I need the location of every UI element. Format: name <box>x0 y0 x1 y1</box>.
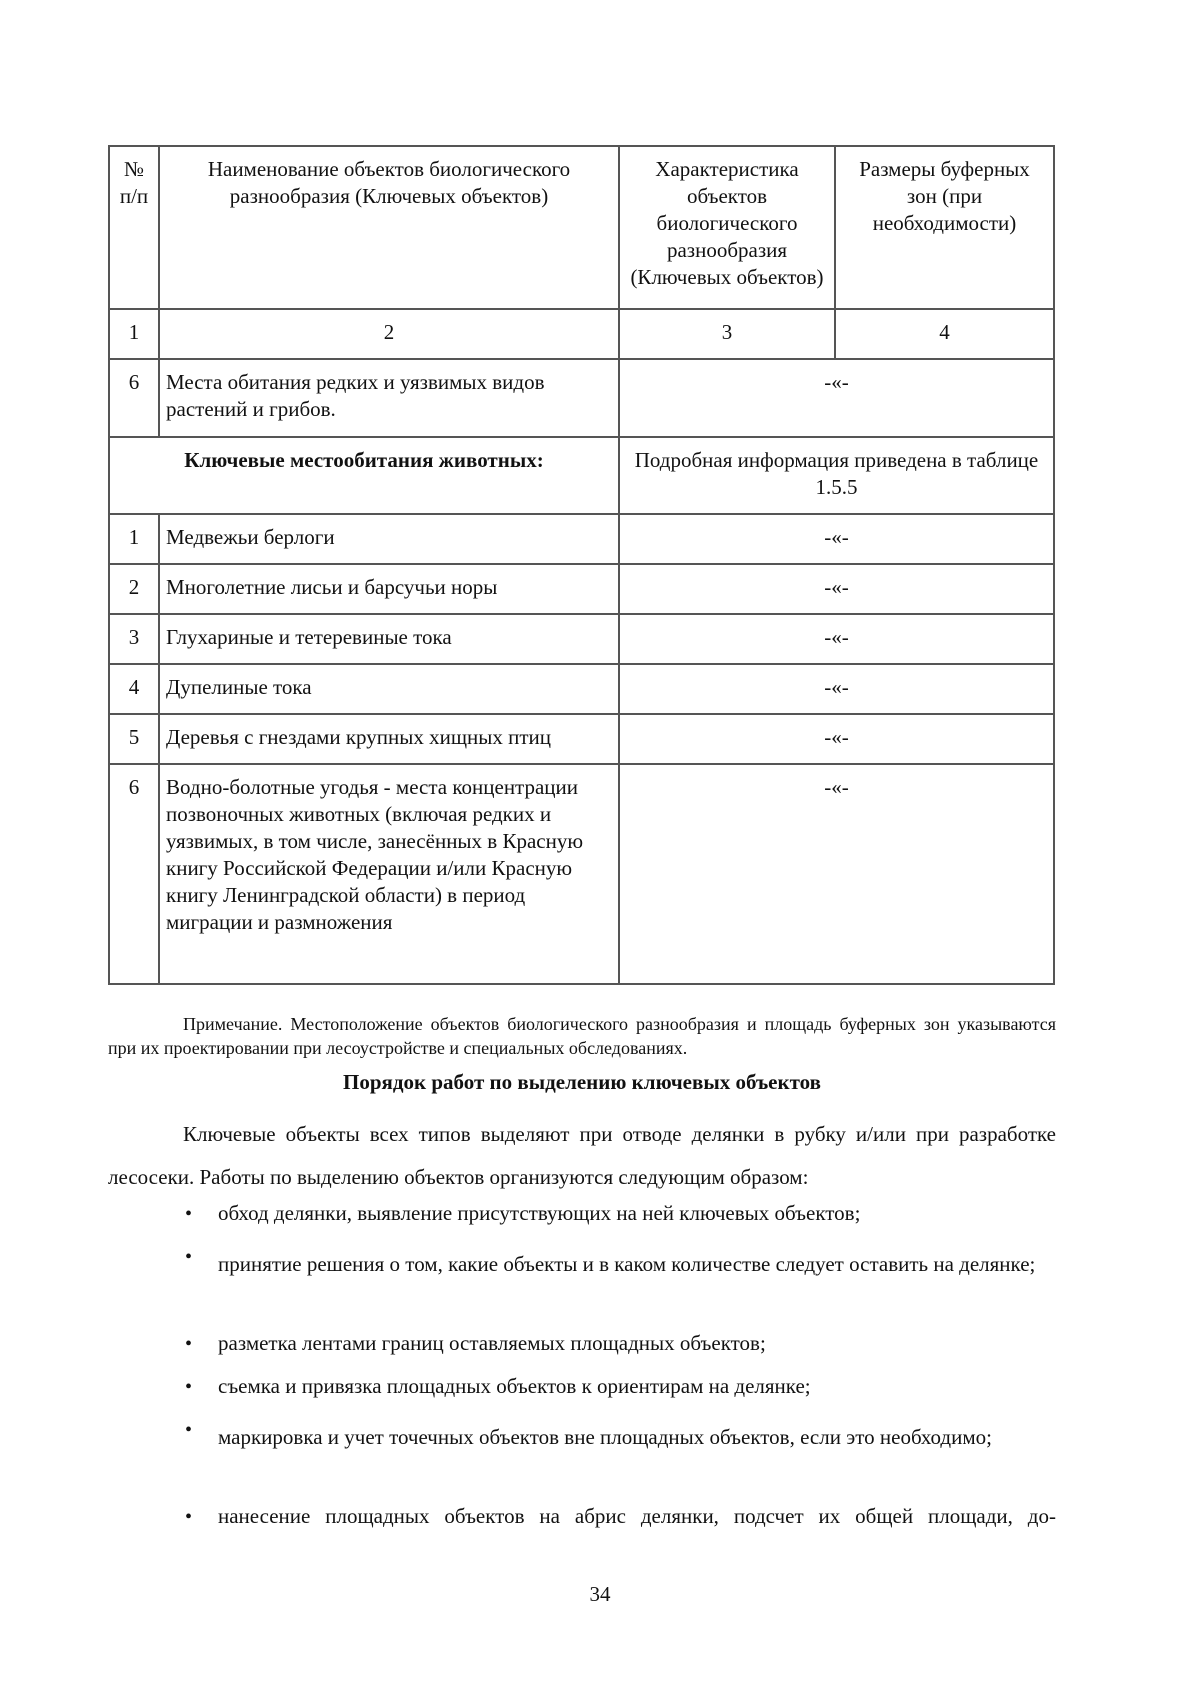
animals-section-info: Подробная информация приведена в таблице 1.5.5 <box>619 437 1054 514</box>
list-item-text: принятие решения о том, какие объекты и в каком количестве следует оставить на делянке; <box>218 1252 1036 1276</box>
header-name: Наименование объектов биологического разнообразия (Ключевых объектов) <box>159 146 619 309</box>
bullet-icon: • <box>185 1376 193 1398</box>
row-num: 2 <box>109 564 159 614</box>
col-number: 2 <box>159 309 619 359</box>
header-buffer: Размеры буферных зон (при необходимости) <box>835 146 1054 309</box>
table-row <box>109 714 1054 764</box>
row-name: Многолетние лисьи и барсучьи норы <box>159 564 619 614</box>
table-row <box>109 614 1054 664</box>
row-num: 6 <box>109 764 159 984</box>
table-row <box>109 359 1054 437</box>
bullet-icon: • <box>185 1506 193 1528</box>
bullet-icon: • <box>185 1203 193 1225</box>
col-number: 4 <box>835 309 1054 359</box>
header-num: № п/п <box>109 146 159 309</box>
animals-section-row <box>109 437 1054 514</box>
row-num: 5 <box>109 714 159 764</box>
row-value: -«- <box>619 564 1054 614</box>
page-number: 34 <box>589 1582 611 1606</box>
table-row <box>109 514 1054 564</box>
row-name: Водно-болотные угодья - места концентрации позвоночных животных (включая редких и уязвимых, в том числе, занесённых в Красную книгу Российской Федерации и/или Красную книгу Ленинградской области) в период миграции и размножения <box>159 764 619 984</box>
row-name: Дупелиные тока <box>159 664 619 714</box>
row-num: 6 <box>109 359 159 437</box>
list-item-text: съемка и привязка площадных объектов к ориентирам на делянке; <box>218 1374 811 1398</box>
list-item-text: обход делянки, выявление присутствующих на ней ключевых объектов; <box>218 1201 861 1225</box>
column-numbers-row <box>109 309 1054 359</box>
list-item-text: разметка лентами границ оставляемых площадных объектов; <box>218 1331 766 1355</box>
bullet-icon: • <box>185 1419 193 1441</box>
row-value: -«- <box>619 764 1054 984</box>
table-note <box>108 1012 1056 1060</box>
bullet-icon: • <box>185 1333 193 1355</box>
row-num: 3 <box>109 614 159 664</box>
biodiversity-table <box>108 145 1055 985</box>
row-num: 4 <box>109 664 159 714</box>
note-text: Примечание. Местоположение объектов биологического разнообразия и площадь буферных зон указываются при их проектировании при лесоустройстве и специальных обследованиях. <box>108 1014 1056 1058</box>
table-row <box>109 564 1054 614</box>
row-name: Места обитания редких и уязвимых видов растений и грибов. <box>159 359 619 437</box>
section-heading: Порядок работ по выделению ключевых объектов <box>343 1070 821 1094</box>
row-value: -«- <box>619 514 1054 564</box>
list-item-text: нанесение площадных объектов на абрис делянки, подсчет их общей площади, до- <box>218 1504 1056 1528</box>
table-row <box>109 764 1054 984</box>
col-number: 3 <box>619 309 835 359</box>
row-name: Медвежьи берлоги <box>159 514 619 564</box>
row-value: -«- <box>619 359 1054 437</box>
list-item-text: маркировка и учет точечных объектов вне площадных объектов, если это необходимо; <box>218 1425 992 1449</box>
intro-paragraph: Ключевые объекты всех типов выделяют при отводе делянки в рубку и/или при разработке лесосеки. Работы по выделению объектов организуются следующим образом: <box>108 1122 1056 1189</box>
row-value: -«- <box>619 714 1054 764</box>
row-name: Глухариные и тетеревиные тока <box>159 614 619 664</box>
row-name: Деревья с гнездами крупных хищных птиц <box>159 714 619 764</box>
table-row <box>109 664 1054 714</box>
row-value: -«- <box>619 614 1054 664</box>
row-num: 1 <box>109 514 159 564</box>
row-value: -«- <box>619 664 1054 714</box>
bullet-icon: • <box>185 1246 193 1268</box>
animals-section-title: Ключевые местообитания животных: <box>109 437 619 514</box>
table-header-row <box>109 146 1054 309</box>
col-number: 1 <box>109 309 159 359</box>
header-characteristic: Характеристика объектов биологического разнообразия (Ключевых объектов) <box>619 146 835 309</box>
